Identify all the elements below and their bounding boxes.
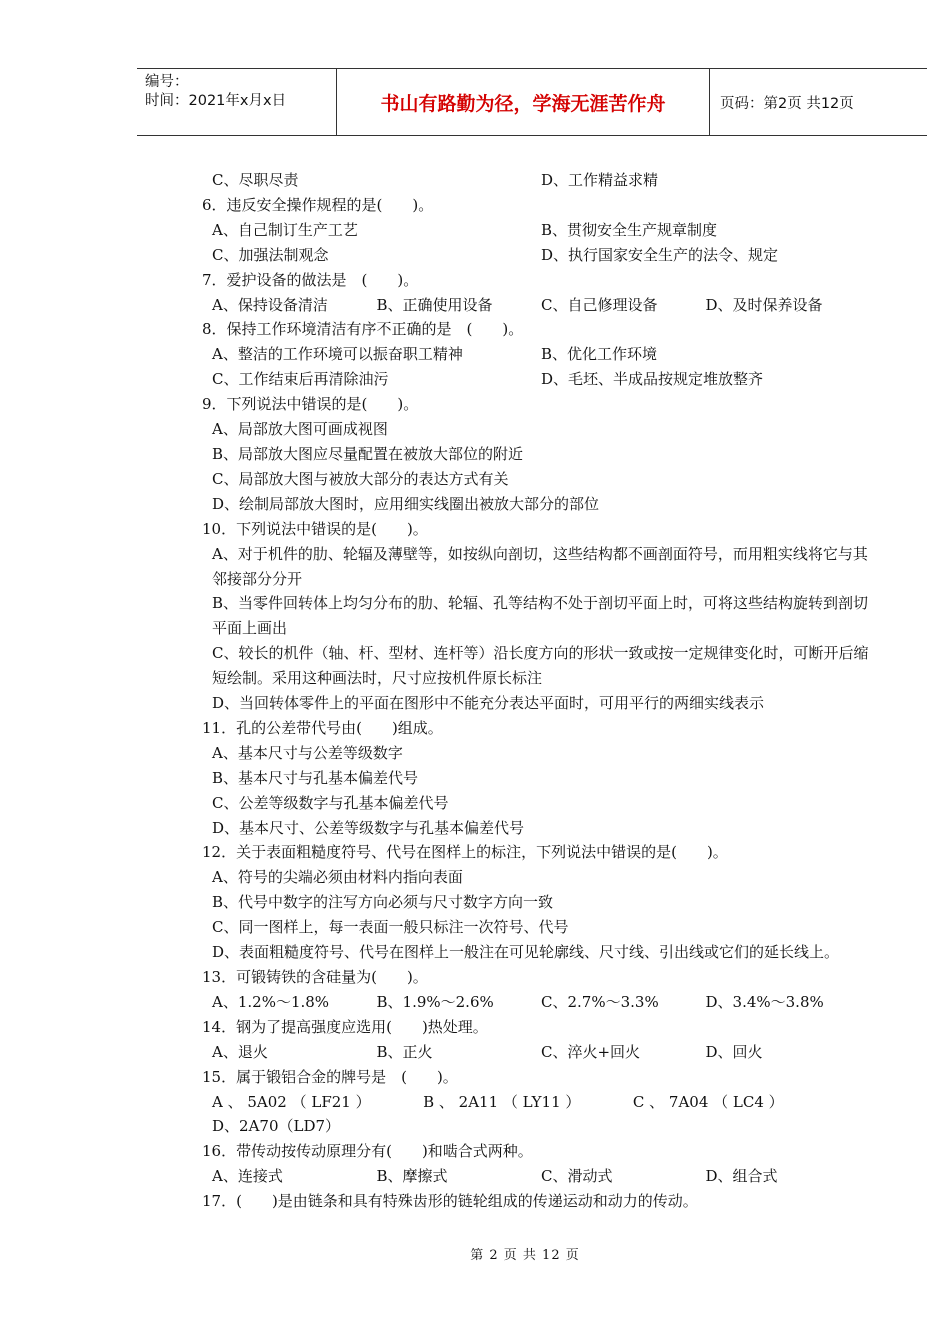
option-text: C、滑动式 — [541, 1167, 613, 1186]
option-text: D、回火 — [705, 1042, 763, 1061]
question-line: 14．钢为了提高强度应选用( )热处理。 — [202, 1017, 488, 1036]
question-line: 7．爱护设备的做法是 ( )。 — [202, 270, 419, 289]
question-line: 8．保持工作环境清洁有序不正确的是 ( )。 — [202, 320, 524, 339]
option-text: A、自己制订生产工艺 — [212, 220, 358, 239]
option-row — [202, 990, 870, 1015]
option-text: A、保持设备清洁 — [212, 295, 328, 314]
header-page-info: 页码：第2页 共12页 — [720, 95, 854, 112]
option-text: D、3.4%～3.8% — [705, 992, 824, 1011]
option-line: A 、 5A02 （ LF21 ） B 、 2A11 （ LY11 ） C 、 7A04 （ LC4 ） — [212, 1092, 784, 1111]
option-line: A、符号的尖端必须由材料内指向表面 — [212, 868, 463, 887]
option-line: A、基本尺寸与公差等级数字 — [212, 743, 403, 762]
option-row — [202, 293, 870, 318]
option-text: A、1.2%～1.8% — [212, 992, 330, 1011]
option-line: C、同一图样上，每一表面一般只标注一次符号、代号 — [212, 918, 569, 937]
option-line: D、当回转体零件上的平面在图形中不能充分表达平面时，可用平行的两细实线表示 — [212, 694, 765, 713]
option-text: D、组合式 — [705, 1167, 778, 1186]
option-line: B、基本尺寸与孔基本偏差代号 — [212, 768, 419, 787]
question-line: 11．孔的公差带代号由( )组成。 — [202, 718, 443, 737]
question-line: 15．属于锻铝合金的牌号是 ( )。 — [202, 1067, 458, 1086]
option-row — [202, 1040, 870, 1065]
option-text: A、连接式 — [212, 1167, 283, 1186]
question-line: 16．带传动按传动原理分有( )和啮合式两种。 — [202, 1142, 533, 1161]
question-line: 12．关于表面粗糙度符号、代号在图样上的标注，下列说法中错误的是( )。 — [202, 843, 728, 862]
option-row — [202, 367, 870, 392]
option-line: A、局部放大图可画成视图 — [212, 420, 388, 439]
option-row — [202, 243, 870, 268]
option-text: C、淬火+回火 — [541, 1042, 641, 1061]
question-line: 9．下列说法中错误的是( )。 — [202, 395, 419, 414]
option-text: C、尽职尽责 — [212, 171, 299, 189]
option-line: D、绘制局部放大图时，应用细实线圈出被放大部分的部位 — [212, 494, 600, 513]
option-text: D、毛坯、半成品按规定堆放整齐 — [541, 370, 764, 389]
option-row — [202, 1164, 870, 1189]
option-text: A、退火 — [212, 1042, 268, 1061]
option-line: B、局部放大图应尽量配置在被放大部位的附近 — [212, 444, 524, 463]
option-text: A、整洁的工作环境可以振奋职工精神 — [212, 345, 463, 364]
option-text: D、执行国家安全生产的法令、规定 — [541, 245, 779, 264]
option-text: B、正火 — [376, 1042, 433, 1061]
option-text: C、加强法制观念 — [212, 245, 329, 264]
option-line: C、公差等级数字与孔基本偏差代号 — [212, 793, 449, 812]
option-line: D、表面粗糙度符号、代号在图样上一般注在可见轮廓线、尺寸线、引出线或它们的延长线上。 — [212, 943, 840, 962]
option-text: B、优化工作环境 — [541, 345, 658, 364]
option-line: D、基本尺寸、公差等级数字与孔基本偏差代号 — [212, 818, 525, 837]
option-row — [202, 342, 870, 367]
number-label: 编号： — [145, 74, 189, 90]
option-row — [202, 218, 870, 243]
option-line: C、较长的机件（轴、杆、型材、连杆等）沿长度方向的形状一致或按一定规律变化时，可断开后缩短绘制。采用这种画法时，尺寸应按机件原长标注 — [212, 644, 869, 688]
option-text: D、工作精益求精 — [541, 171, 659, 189]
header-motto: 书山有路勤为径，学海无涯苦作舟 — [337, 69, 710, 135]
question-line: 13．可锻铸铁的含硅量为( )。 — [202, 968, 428, 986]
option-text: C、自己修理设备 — [541, 295, 658, 314]
header-meta — [137, 69, 337, 135]
option-row — [202, 168, 870, 193]
option-text: C、2.7%～3.3% — [541, 992, 659, 1011]
option-line: D、2A70（LD7） — [212, 1117, 341, 1136]
option-text: C、工作结束后再清除油污 — [212, 370, 389, 389]
option-line: B、代号中数字的注写方向必须与尺寸数字方向一致 — [212, 893, 554, 912]
option-line: B、当零件回转体上均匀分布的肋、轮辐、孔等结构不处于剖切平面上时，可将这些结构旋转到剖切平面上画出 — [212, 594, 869, 638]
option-line: C、局部放大图与被放大部分的表达方式有关 — [212, 469, 509, 488]
option-line: A、对于机件的肋、轮辐及薄壁等，如按纵向剖切，这些结构都不画剖面符号，而用粗实线将它与其邻接部分分开 — [212, 544, 868, 588]
option-text: B、正确使用设备 — [376, 295, 493, 314]
option-text: B、贯彻安全生产规章制度 — [541, 220, 718, 239]
question-line: 17．( )是由链条和具有特殊齿形的链轮组成的传递运动和动力的传动。 — [202, 1192, 698, 1211]
option-text: B、1.9%～2.6% — [376, 992, 494, 1011]
option-text: D、及时保养设备 — [705, 295, 823, 314]
document-body — [202, 168, 870, 1214]
question-line: 6．违反安全操作规程的是( )。 — [202, 195, 434, 214]
page-header — [137, 68, 927, 136]
option-text: B、摩擦式 — [376, 1167, 448, 1186]
time-label: 时间：2021年x月x日 — [145, 93, 287, 109]
question-line: 10．下列说法中错误的是( )。 — [202, 519, 428, 538]
page-footer: 第 2 页 共 12 页 — [470, 1248, 580, 1263]
